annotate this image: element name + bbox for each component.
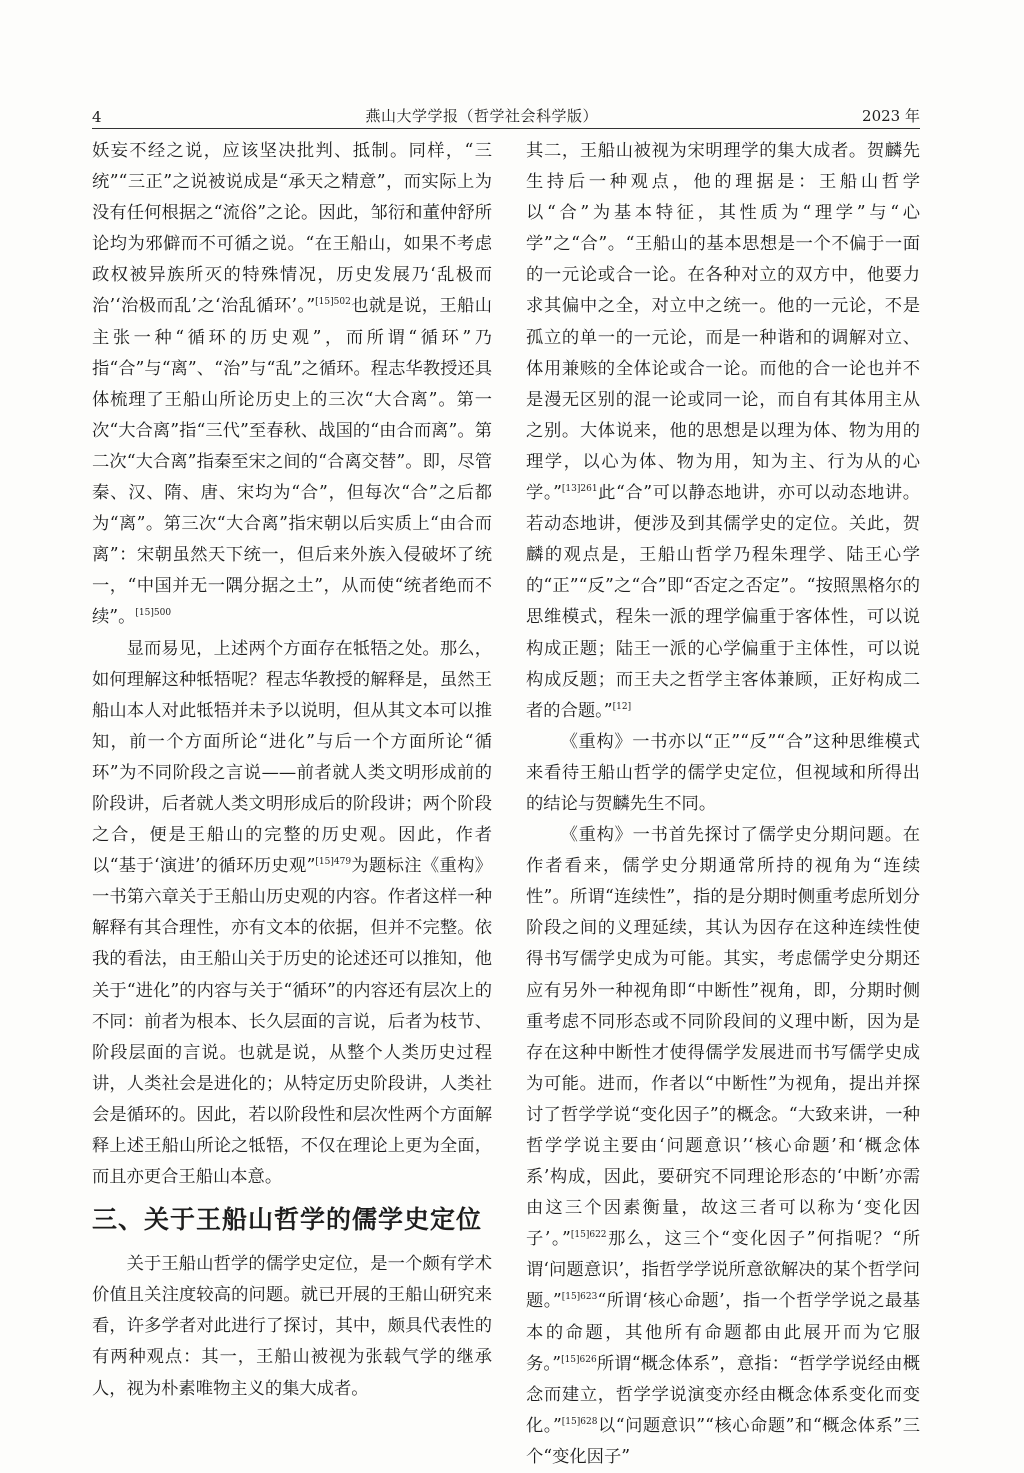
text-run: 为题标注《重构》一书第六章关于王船山历史观的内容。作者这样一种解释有其合理性，亦有文本的依据，但并不完整。依我的看法，由王船山关于历史的论述还可以推知，他关于“进化”的内容与关于“循环”的内容还有层次上的不同：前者为根本、长久层面的言说，后者为枝节、阶段层面的言说。也就是说，从整个人类历史过程讲，人类社会是进化的；从特定历史阶段讲，人类社会是循环的。因此，若以阶段性和层次性两个方面解释上述王船山所论之牴牾，不仅在理论上更为全面，而且亦更合王船山本意。 (92, 856, 492, 1188)
paragraph: 《重构》一书亦以“正”“反”“合”这种思维模式来看待王船山哲学的儒学史定位，但视域和所得出的结论与贺麟先生不同。 (526, 731, 920, 814)
text-run: 《重构》一书首先探讨了儒学史分期问题。在作者看来，儒学史分期通常所持的视角为“连续性”。所谓“连续性”，指的是分期时侧重考虑所划分阶段之间的义理延续，其认为因存在这种连续性使得书写儒学史成为可能。其实，考虑儒学史分期还应有另外一种视角即“中断性”视角，即，分期时侧重考虑不同形态或不同阶段间的义理中断，因为是存在这种中断性才使得儒学发展进而书写儒学史成为可能。进而，作者以“中断性”为视角，提出并探讨了哲学学说“变化因子”的概念。“大致来讲，一种哲学学说主要由‘问题意识’‘核心命题’和‘概念体系’构成，因此，要研究不同理论形态的‘中断’亦需由这三个因素衡量，故这三者可以称为‘变化因子’。” (526, 825, 920, 1250)
citation: [13]261 (561, 484, 598, 495)
citation: [15]502 (315, 297, 351, 308)
text-run: 其二，王船山被视为宋明理学的集大成者。贺麟先生持后一种观点，他的理据是：王船山哲学以“合”为基本特征，其性质为“理学”与“心学”之“合”。“王船山的基本思想是一个不偏于一面的一元论或合一论。在各种对立的双方中，他要力求其偏中之全，对立中之统一。他的一元论，不是孤立的单一的一元论，而是一种谐和的调解对立、体用兼赅的全体论或合一论。而他的合一论也并不是漫无区别的混一论或同一论，而自有其体用主从之别。大体说来，他的思想是以理为体、物为用的理学，以心为体、物为用，知为主、行为从的心学。” (526, 141, 920, 504)
citation: [12] (612, 701, 632, 712)
citation: [15]479 (315, 857, 352, 868)
text-run: 也就是说，王船山主张一种“循环的历史观”，而所谓“循环”乃指“合”与“离”、“治”与“乱”之循环。程志华教授还具体梳理了王船山所论历史上的三次“大合离”。第一次“大合离”指“三代”至春秋、战国的“由合而离”。第二次“大合离”指秦至宋之间的“合离交替”。即，尽管秦、汉、隋、唐、宋均为“合”，但每次“合”之后都为“离”。第三次“大合离”指宋朝以后实质上“由合而离”：宋朝虽然天下统一，但后来外族入侵破坏了统一，“中国并无一隅分据之土”，从而使“统者绝而不续”。 (92, 296, 492, 628)
paragraph (526, 136, 920, 727)
section-heading: 三、关于王船山哲学的儒学史定位 (92, 1205, 483, 1235)
paragraph: 关于王船山哲学的儒学史定位，是一个颇有学术价值且关注度较高的问题。就已开展的王船山研究来看，许多学者对此进行了探讨，其中，颇具代表性的有两种观点：其一，王船山被视为张载气学的继承人，视为朴素唯物主义的集大成者。 (92, 1254, 492, 1399)
text-run: “所谓‘核心命题’，指一个哲学学说之最基本的命题，其他所有命题都由此展开而为它服务。” (526, 1291, 920, 1374)
journal-title: 燕山大学学报（哲学社会科学版） (365, 107, 599, 125)
text-run: 那么，这三个“变化因子”何指呢？“所谓‘问题意识’，指哲学学说所意欲解决的某个哲学问题。” (526, 1229, 920, 1312)
text-run: 所谓“概念体系”，意指：“哲学学说经由概念而建立，哲学学说演变亦经由概念体系变化而变化。” (526, 1353, 920, 1436)
paragraph (526, 820, 920, 1473)
citation: [15]500 (135, 608, 172, 619)
citation: [15]628 (561, 1417, 598, 1428)
right-column (526, 136, 920, 1473)
page-number: 4 (92, 108, 102, 126)
running-header (92, 98, 920, 126)
citation: [15]622 (570, 1230, 607, 1241)
paragraph (92, 634, 492, 1194)
citation: [15]626 (561, 1354, 597, 1365)
text-run: 以“问题意识”“核心命题”和“概念体系”三个“变化因子” (526, 1415, 920, 1467)
citation: [15]623 (561, 1292, 598, 1303)
text-run: 显而易见，上述两个方面存在牴牾之处。那么，如何理解这种牴牾呢？程志华教授的解释是，虽然王船山本人对此牴牾并未予以说明，但从其文本可以推知，前一个方面所论“进化”与后一个方面所论“循环”为不同阶段之言说——前者就人类文明形成前的阶段讲，后者就人类文明形成后的阶段讲；两个阶段之合，便是王船山的完整的历史观。因此，作者以“基于‘演进’的循环历史观” (92, 638, 492, 877)
text-run: 妖妄不经之说，应该坚决批判、抵制。同样，“三统”“三正”之说被说成是“承天之精意”，而实际上为没有任何根据之“流俗”之论。因此，邹衍和董仲舒所论均为邪僻而不可循之说。“在王船山，如果不考虑政权被异族所灭的特殊情况，历史发展乃‘乱极而治’‘治极而乱’之‘治乱循环’。” (92, 141, 492, 317)
left-column (92, 136, 492, 1405)
paragraph (92, 136, 492, 634)
publication-year: 2023 年 (862, 107, 920, 125)
text-run: 此“合”可以静态地讲，亦可以动态地讲。若动态地讲，便涉及到其儒学史的定位。关此，贺麟的观点是，王船山哲学乃程朱理学、陆王心学的“正”“反”之“合”即“否定之否定”。“按照黑格尔的思维模式，程朱一派的理学偏重于客体性，可以说构成正题；陆王一派的心学偏重于主体性，可以说构成反题；而王夫之哲学主客体兼顾，正好构成二者的合题。” (526, 483, 920, 721)
header-rule (92, 128, 920, 129)
